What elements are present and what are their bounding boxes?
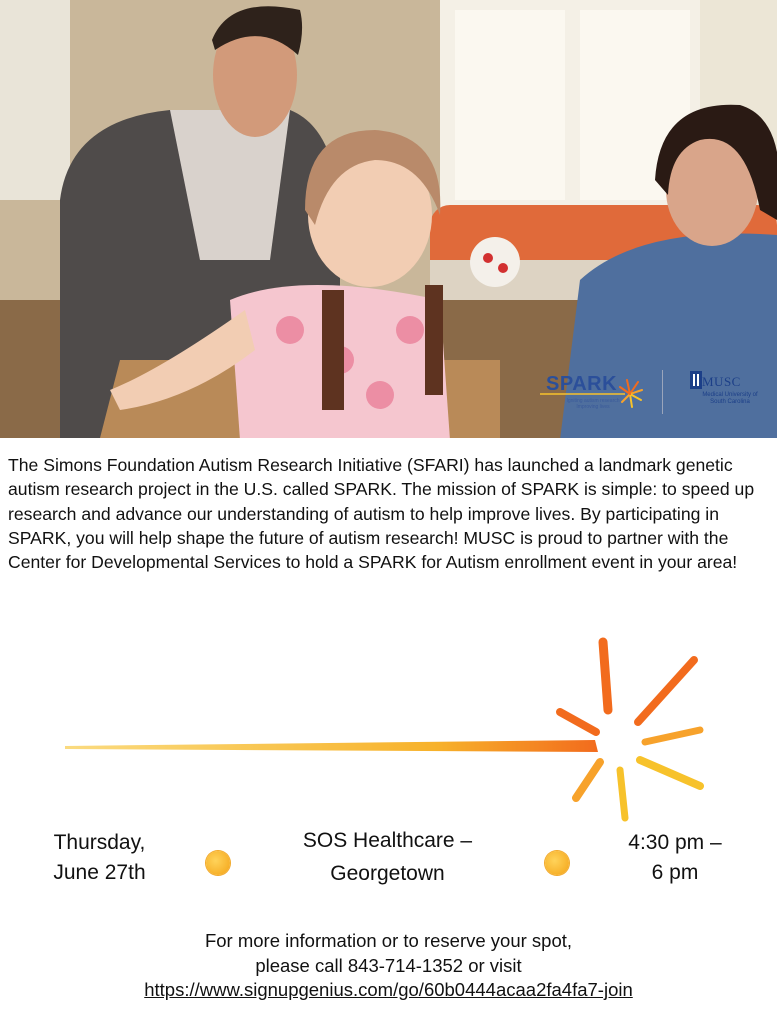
footer-line-1: For more information or to reserve your spot, [204,930,573,951]
musc-building-icon [690,371,702,389]
event-time [600,828,750,888]
bullet-dot-icon [545,851,569,875]
spark-logo-text: SPARK [546,373,618,395]
footer-info [0,929,777,1003]
intro-paragraph: The Simons Foundation Autism Research Initiative (SFARI) has launched a landmark genetic autism research project in the U.S. called SPARK. The mission of SPARK is simple: to speed up research and advance our understanding of autism to help improve lives. By participating in SPARK, you will help shape the future of autism research! MUSC is proud to partner with the Center for Developmental Services to hold a SPARK for Autism enrollment event in your area! [8,455,755,573]
hero-photo [0,0,777,438]
event-date-value: June 27th [53,861,146,884]
spark-burst-icon [0,630,777,830]
time-line-2: 6 pm [651,861,699,884]
logo-strip [510,352,777,438]
venue-line-1: SOS Healthcare – [302,829,473,852]
time-line-1: 4:30 pm – [628,831,722,854]
bullet-dot-icon [206,851,230,875]
venue-line-2: Georgetown [330,862,445,885]
event-venue [270,826,505,889]
spark-tagline: Igniting autism research Improving lives [566,398,620,410]
signup-link[interactable]: https://www.signupgenius.com/go/60b0444acaa2fa4fa7-join [144,979,633,1000]
event-day: Thursday, [53,831,146,854]
musc-logo-text: MUSC [702,374,741,389]
footer-line-2: please call 843-714-1352 or visit [255,954,522,976]
event-date [32,828,167,888]
musc-subtitle: Medical University of South Carolina [702,392,758,405]
logo-divider [662,370,663,414]
